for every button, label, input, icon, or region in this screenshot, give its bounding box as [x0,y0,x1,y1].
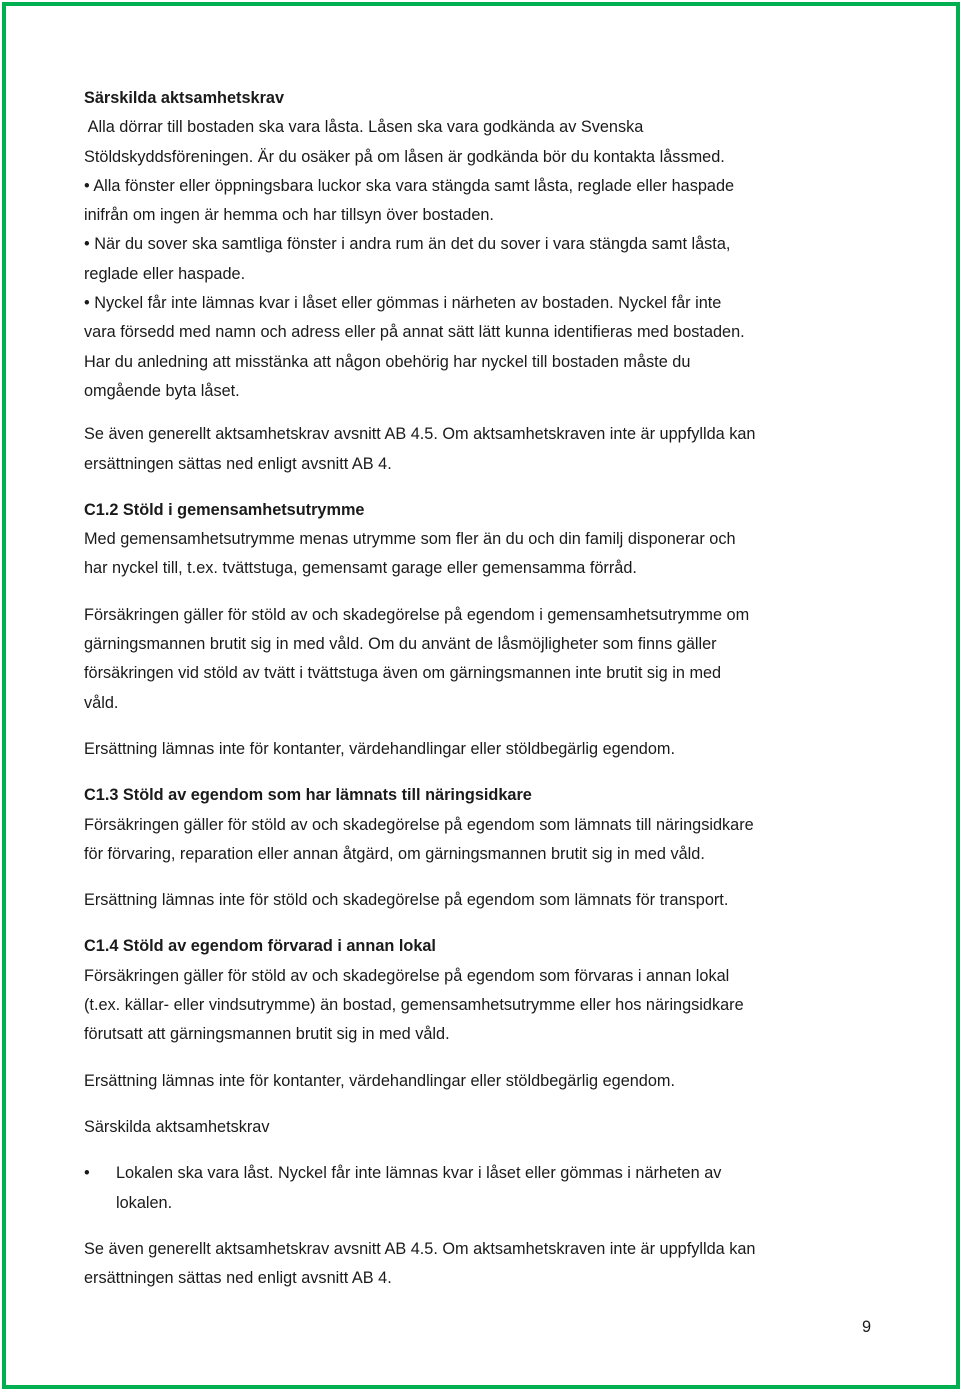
text-line: • När du sover ska samtliga fönster i andra rum än det du sover i vara stängda samt låsta, [84,235,731,254]
text-line: har nyckel till, t.ex. tvättstuga, gemensamt garage eller gemensamma förråd. [84,559,637,578]
see-also-line: ersättningen sättas ned enligt avsnitt AB 4. [84,1269,392,1288]
section-c1-2 [84,496,884,764]
section-heading: Särskilda aktsamhetskrav [84,89,285,107]
text-line: förutsatt att gärningsmannen brutit sig in med våld. [84,1025,450,1044]
section-aktsamhetskrav [84,84,884,479]
text-line: (t.ex. källar- eller vindsutrymme) än bostad, gemensamhetsutrymme eller hos näringsidkare [84,996,744,1015]
bullet-icon: • [84,1164,90,1183]
text-line: • Alla fönster eller öppningsbara luckor ska vara stängda samt låsta, reglade eller haspade [84,176,735,195]
bullet-list [84,1159,884,1218]
text-line: Ersättning lämnas inte för kontanter, värdehandlingar eller stöldbegärlig egendom. [84,1071,676,1090]
see-also-line: Se även generellt aktsamhetskrav avsnitt AB 4.5. Om aktsamhetskraven inte är uppfyllda kan [84,1239,756,1258]
see-also-line: ersättningen sättas ned enligt avsnitt AB 4. [84,454,392,473]
text-line: Stöldskyddsföreningen. Är du osäker på om låsen är godkända bör du kontakta låssmed. [84,147,725,166]
section-heading: C1.3 Stöld av egendom som har lämnats till näringsidkare [84,786,532,805]
page-number: 9 [862,1318,872,1336]
list-item [84,1159,884,1218]
text-line: Lokalen ska vara låst. Nyckel får inte lämnas kvar i låset eller gömmas i närheten av [116,1164,722,1183]
document-body [84,84,884,1293]
section-heading: C1.2 Stöld i gemensamhetsutrymme [84,500,365,519]
see-also-line: Se även generellt aktsamhetskrav avsnitt AB 4.5. Om aktsamhetskraven inte är uppfyllda kan [84,425,756,444]
text-line: omgående byta låset. [84,381,240,400]
section-c1-4 [84,932,884,1293]
text-line: Försäkringen gäller för stöld av och skadegörelse på egendom i gemensamhetsutrymme om [84,605,750,624]
text-line: • Nyckel får inte lämnas kvar i låset eller gömmas i närheten av bostaden. Nyckel får inte [84,294,722,313]
text-line: Har du anledning att misstänka att någon obehörig har nyckel till bostaden måste du [84,352,691,371]
text-line: Ersättning lämnas inte för kontanter, värdehandlingar eller stöldbegärlig egendom. [84,739,676,758]
text-line: inifrån om ingen är hemma och har tillsyn över bostaden. [84,206,494,225]
text-line: gärningsmannen brutit sig in med våld. Om du använt de låsmöjligheter som finns gäller [84,635,717,654]
subheading: Särskilda aktsamhetskrav [84,1117,270,1136]
text-line: vara försedd med namn och adress eller på annat sätt lätt kunna identifieras med bostaden. [84,323,745,342]
text-line: Försäkringen gäller för stöld av och skadegörelse på egendom som förvaras i annan lokal [84,966,730,985]
text-line: Försäkringen gäller för stöld av och skadegörelse på egendom som lämnats till näringsidkare [84,815,754,834]
text-line: försäkringen vid stöld av tvätt i tvättstuga även om gärningsmannen inte brutit sig in med [84,664,722,683]
text-line: Alla dörrar till bostaden ska vara låsta. Låsen ska vara godkända av Svenska [84,118,644,137]
text-line: reglade eller haspade. [84,264,246,283]
text-line: Med gemensamhetsutrymme menas utrymme som fler än du och din familj disponerar och [84,530,736,549]
text-line: Ersättning lämnas inte för stöld och skadegörelse på egendom som lämnats för transport. [84,891,729,910]
text-line: lokalen. [116,1193,173,1212]
text-line: för förvaring, reparation eller annan åtgärd, om gärningsmannen brutit sig in med våld. [84,844,705,863]
section-c1-3 [84,781,884,915]
section-heading: C1.4 Stöld av egendom förvarad i annan lokal [84,937,436,956]
text-line: våld. [84,693,119,712]
